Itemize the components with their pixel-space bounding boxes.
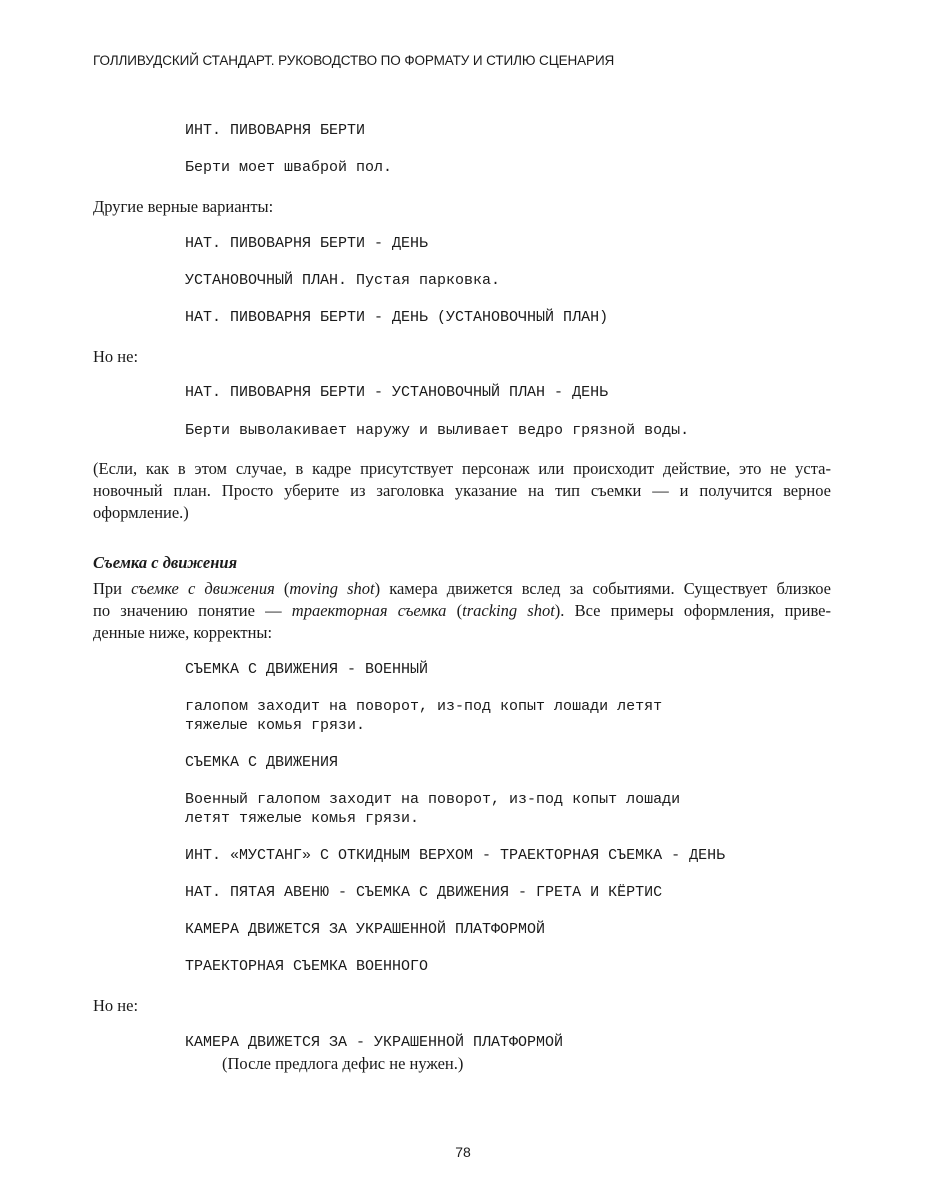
correction-note: (После предлога дефис не нужен.) xyxy=(222,1054,464,1073)
script-slugline: НАТ. ПИВОВАРНЯ БЕРТИ - ДЕНЬ (УСТАНОВОЧНЫЙ ПЛАН) xyxy=(185,309,609,326)
script-slugline: КАМЕРА ДВИЖЕТСЯ ЗА УКРАШЕННОЙ ПЛАТФОРМОЙ xyxy=(185,921,546,938)
explanation-paragraph xyxy=(93,458,831,524)
term-italic: moving shot xyxy=(289,579,375,598)
section-heading: Съемка с движения xyxy=(93,553,238,572)
paragraph-line: При съемке с движения (moving shot) камера движется вслед за событиями. Существует близкое xyxy=(93,579,832,598)
section-intro-paragraph xyxy=(93,578,831,644)
paragraph-line: новочный план. Просто уберите из заголовка указание на тип съемки — и получится верное xyxy=(93,481,831,500)
running-header: ГОЛЛИВУДСКИЙ СТАНДАРТ. РУКОВОДСТВО ПО ФОРМАТУ И СТИЛЮ СЦЕНАРИЯ xyxy=(93,53,615,68)
script-slugline: ИНТ. ПИВОВАРНЯ БЕРТИ xyxy=(185,122,366,139)
page-number: 78 xyxy=(455,1144,471,1160)
script-action: Военный галопом заходит на поворот, из-под копыт лошади летят тяжелые комья грязи. xyxy=(185,791,681,827)
script-slugline: ИНТ. «МУСТАНГ» С ОТКИДНЫМ ВЕРХОМ - ТРАЕКТОРНАЯ СЪЕМКА - ДЕНЬ xyxy=(185,847,726,864)
script-slugline: КАМЕРА ДВИЖЕТСЯ ЗА - УКРАШЕННОЙ ПЛАТФОРМОЙ xyxy=(185,1034,564,1051)
term-italic: съемке с движения xyxy=(131,579,275,598)
script-slugline: СЪЕМКА С ДВИЖЕНИЯ - ВОЕННЫЙ xyxy=(185,661,429,678)
paragraph-line: оформление.) xyxy=(93,503,189,522)
but-not-label: Но не: xyxy=(93,996,139,1015)
script-action: Берти моет шваброй пол. xyxy=(185,159,393,176)
script-action: галопом заходит на поворот, из-под копыт лошади летят тяжелые комья грязи. xyxy=(185,698,663,734)
script-action: Берти выволакивает наружу и выливает ведро грязной воды. xyxy=(185,422,690,439)
paragraph-line: (Если, как в этом случае, в кадре присутствует персонаж или происходит действие, это не уста- xyxy=(93,459,831,478)
script-slugline: НАТ. ПЯТАЯ АВЕНЮ - СЪЕМКА С ДВИЖЕНИЯ - ГРЕТА И КЁРТИС xyxy=(185,884,663,901)
paragraph-line: по значению понятие — траекторная съемка (tracking shot). Все примеры оформления, приве- xyxy=(93,601,831,620)
but-not-label: Но не: xyxy=(93,347,139,366)
script-slugline: НАТ. ПИВОВАРНЯ БЕРТИ - ДЕНЬ xyxy=(185,235,429,252)
script-slugline: НАТ. ПИВОВАРНЯ БЕРТИ - УСТАНОВОЧНЫЙ ПЛАН - ДЕНЬ xyxy=(185,384,609,401)
paragraph-line: денные ниже, корректны: xyxy=(93,623,273,642)
other-variants-label: Другие верные варианты: xyxy=(93,197,274,216)
script-establishing-line: УСТАНОВОЧНЫЙ ПЛАН. Пустая парковка. xyxy=(185,272,501,289)
term-italic: траекторная съемка xyxy=(291,601,447,620)
script-slugline: СЪЕМКА С ДВИЖЕНИЯ xyxy=(185,754,339,771)
term-italic: tracking shot xyxy=(462,601,555,620)
script-slugline: ТРАЕКТОРНАЯ СЪЕМКА ВОЕННОГО xyxy=(185,958,429,975)
